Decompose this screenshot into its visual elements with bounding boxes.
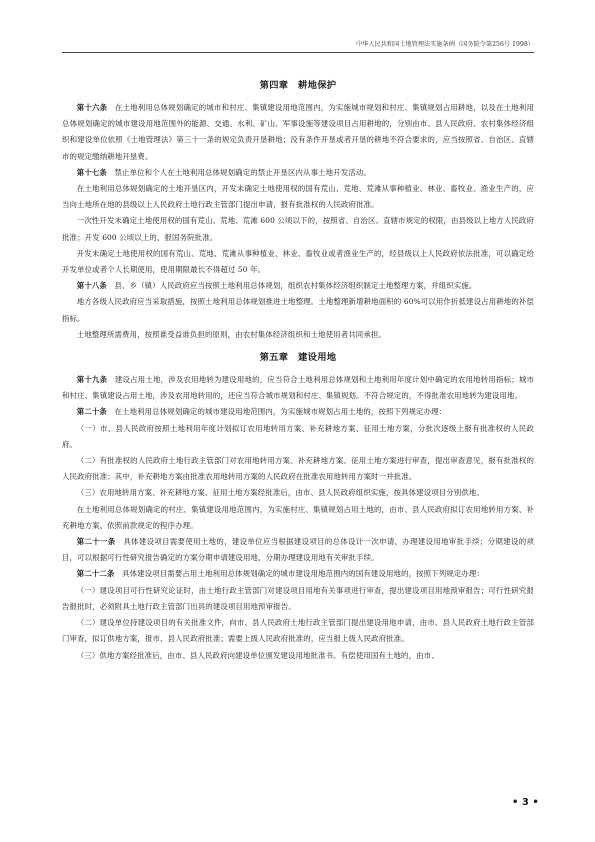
list-item: （一）市、县人民政府按照土地利用年度计划拟订农用地转用方案、补充耕地方案、征用土地方案，分批次逐级上报有批准权的人民政府。: [62, 423, 534, 449]
list-item: （一）建设项目可行性研究论证时，由土地行政主管部门对建设项目用地有关事项进行审查，提出建设项目用地预审报告；可行性研究报告报批时，必须附具土地行政主管部门出具的建设项目用地预审报告。: [62, 585, 534, 611]
article-17: [62, 165, 534, 181]
article-text: 禁止单位和个人在土地利用总体规划确定的禁止开垦区内从事土地开发活动。: [106, 167, 371, 177]
list-item: （三）供地方案经批准后，由市、县人民政府向建设单位颁发建设用地批准书。有偿使用国有土地的，由市、: [76, 650, 439, 660]
page-number: • 3 •: [512, 797, 539, 808]
article-21: [62, 534, 534, 566]
article-number: 第十六条: [76, 103, 108, 112]
article-19: [62, 372, 534, 404]
article-20: [62, 404, 534, 420]
article-text: 建设占用土地，涉及农用地转为建设用地的，应当符合土地利用总体规划和土地利用年度计划中确定的农用地转用指标；城市和村庄、集镇建设占用土地，涉及农用地转用的，还应当符合城市规划和村庄、集镇规划。不符合规定的，不得批准农用地转为建设用地。: [62, 375, 535, 401]
article-text: 具体建设项目需要使用土地的，建设单位应当根据建设项目的总体设计一次申请，办理建设用地审批手续；分期建设的项目，可以根据可行性研究报告确定的方案分期申请建设用地，分期办理建设用地有关审批手续。: [62, 537, 534, 563]
paragraph: 在土地利用总体规划确定的土地开垦区内，开发未确定土地使用权的国有荒山、荒地、荒滩从事种植业、林业、畜牧业、渔业生产的，应当向土地所在地的县级以上人民政府土地行政主管部门提出申请，报有批准权的人民政府批准。: [62, 184, 534, 210]
article-22: [62, 566, 534, 582]
running-header: 中华人民共和国土地管理法实施条例（国务院令第256号 1998）: [355, 41, 534, 48]
paragraph: 地方各级人民政府应当采取措施，按照土地利用总体规划推进土地整理。土地整理新增耕地面积的 60%可以用作折抵建设占用耕地的补偿指标。: [62, 297, 534, 323]
article-18: [62, 278, 534, 294]
list-item: （二）建设单位持建设项目的有关批准文件，向市、县人民政府土地行政主管部门提出建设用地申请，由市、县人民政府土地行政主管部门审查，拟订供地方案，报市、县人民政府批准；需要上级人民政府批准的，应当报上级人民政府批准。: [62, 618, 534, 644]
article-16: [62, 100, 534, 165]
article-text: 在土地利用总体规划确定的城市和村庄、集镇建设用地范围内，为实施城市规划和村庄、集镇规划占用耕地，以及在土地利用总体规划确定的城市建设用地范围外的能源、交通、水利、矿山、军事设施等建设项目占用耕地的，分别由市、县人民政府、农村集体经济组织和建设单位依照《土地管理法》第三十一条的规定负责开垦耕地；没有条件开垦或者开垦的耕地不符合要求的，应当按照省、自治区、直辖市的规定缴纳耕地开垦费。: [62, 103, 535, 161]
article-number: 第二十一条: [76, 537, 116, 547]
article-text: 县、乡（镇）人民政府应当按照土地利用总体规划，组织农村集体经济组织制定土地整理方案，并组织实施。: [106, 281, 477, 291]
paragraph: 一次性开发未确定土地使用权的国有荒山、荒地、荒滩 600 公顷以下的，按照省、自治区、直辖市规定的权限，由县级以上地方人民政府批准；开发 600 公顷以上的，报国务院批准。: [62, 216, 534, 242]
header-divider: [62, 52, 534, 53]
paragraph: 在土地利用总体规划确定的村庄、集镇建设用地范围内，为实施村庄、集镇规划占用土地的，由市、县人民政府拟订农用地转用方案、补充耕地方案，依照前款规定的程序办理。: [62, 504, 534, 530]
article-text: 具体建设项目需要占用土地利用总体规划确定的城市建设用地范围内的国有建设用地的，按照下列规定办理：: [114, 569, 485, 579]
article-number: 第二十二条: [76, 569, 115, 579]
article-number: 第十八条: [76, 281, 107, 291]
article-number: 第十七条: [76, 167, 107, 177]
article-number: 第十九条: [76, 375, 108, 385]
chapter-5-title: 第五章 建设用地: [259, 352, 337, 364]
paragraph: 开发未确定土地使用权的国有荒山、荒地、荒滩从事种植业、林业、畜牧业或者渔业生产的，经县级以上人民政府依法批准，可以确定给开发单位或者个人长期使用，使用期限最长不得超过 50 年。: [62, 248, 534, 275]
paragraph: 土地整理所需费用，按照谁受益谁负担的原则，由农村集体经济组织和土地使用者共同承担。: [76, 329, 386, 339]
list-item: （三）农用地转用方案、补充耕地方案、征用土地方案经批准后，由市、县人民政府组织实施，按具体建设项目分别供地。: [76, 488, 484, 498]
page-body: [62, 80, 534, 664]
article-text: 在土地利用总体规划确定的城市建设用地范围内，为实施城市规划占用土地的，按照下列规定办理：: [106, 407, 447, 417]
article-number: 第二十条: [76, 407, 107, 417]
list-item: （二）有批准权的人民政府土地行政主管部门对农用地转用方案、补充耕地方案、征用土地方案进行审查，提出审查意见，报有批准权的人民政府批准；其中，补充耕地方案由批准农用地转用方案的人民政府在批准农用地转用方案时一并批准。: [62, 456, 534, 482]
chapter-4-title: 第四章 耕地保护: [259, 80, 337, 91]
